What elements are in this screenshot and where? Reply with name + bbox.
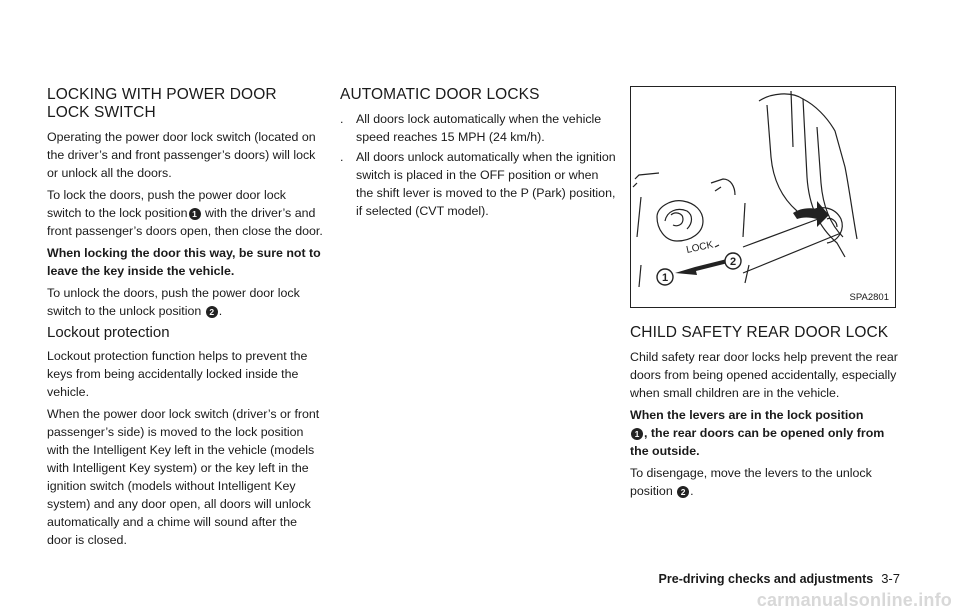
- subheading-lockout-protection: Lockout protection: [47, 324, 170, 341]
- door-lever-drawing-icon: [631, 87, 895, 307]
- list-item: [340, 148, 618, 220]
- section-heading-power-door-lock: LOCKING WITH POWER DOOR LOCK SWITCH: [47, 86, 277, 121]
- paragraph: [47, 284, 323, 320]
- marker-1-icon: 1: [189, 208, 201, 220]
- bullet-icon: .: [340, 112, 344, 126]
- list-item: [340, 110, 618, 146]
- paragraph: Operating the power door lock switch (located on the driver’s and front passenger’s doors) will lock or unlock all the doors.: [47, 130, 316, 180]
- figure-marker-1: 1: [661, 272, 669, 284]
- paragraph-text: When the levers are in the lock position: [630, 408, 864, 422]
- figure-lock-label: LOCK: [685, 239, 715, 256]
- paragraph: [630, 464, 898, 500]
- warning-paragraph: When locking the door this way, be sure not to leave the key inside the vehicle.: [47, 246, 321, 278]
- paragraph-text: To lock the doors, push the power door lock switch to the lock position: [47, 188, 286, 220]
- paragraph-text: To unlock the doors, push the power door lock switch to the unlock position: [47, 286, 300, 318]
- section-heading-automatic-door-locks: AUTOMATIC DOOR LOCKS: [340, 86, 540, 103]
- paragraph-bold: [630, 406, 898, 460]
- watermark: carmanualsonline.info: [756, 590, 952, 610]
- paragraph-text: .: [690, 484, 694, 498]
- page-footer: [620, 571, 900, 586]
- marker-1-icon: 1: [631, 428, 643, 440]
- paragraph: Lockout protection function helps to prevent the keys from being accidentally locked inside the vehicle.: [47, 349, 308, 399]
- figure-marker-2: 2: [729, 256, 737, 268]
- figure-code: SPA2801: [849, 292, 889, 303]
- paragraph-text: with the driver’s and front passenger’s doors open, then close the door.: [47, 206, 323, 238]
- page-number: 3-7: [881, 571, 900, 586]
- list-item-text: All doors lock automatically when the vehicle speed reaches 15 MPH (24 km/h).: [356, 112, 602, 144]
- column-middle: [340, 86, 618, 222]
- marker-2-icon: 2: [677, 486, 689, 498]
- column-left: [47, 86, 323, 553]
- paragraph: [47, 186, 323, 240]
- bullet-list: [340, 110, 618, 220]
- paragraph: When the power door lock switch (driver’s or front passenger’s side) is moved to the lock position with the Intelligent Key left in the vehicle (models with Intelligent Key system) or the key left in the ignition switch (models without Intelligent Key system) and any door open, all doors will unlock automatically and a chime will sound after the door is closed.: [47, 407, 320, 547]
- section-heading-child-safety: CHILD SAFETY REAR DOOR LOCK: [630, 324, 889, 341]
- marker-2-icon: 2: [206, 306, 218, 318]
- column-right: [630, 86, 898, 504]
- child-lock-illustration: [630, 86, 896, 308]
- bullet-icon: .: [340, 150, 344, 164]
- list-item-text: All doors unlock automatically when the ignition switch is placed in the OFF position or when the shift lever is moved to the P (Park) position, if selected (CVT model).: [356, 150, 616, 218]
- paragraph: Child safety rear door locks help prevent the rear doors from being opened accidentally, especially when small children are in the vehicle.: [630, 350, 898, 400]
- paragraph-text: .: [218, 304, 223, 318]
- paragraph-text: , the rear doors can be opened only from the outside.: [630, 426, 885, 458]
- footer-section-title: Pre-driving checks and adjustments: [658, 572, 874, 586]
- paragraph-text: To disengage, move the levers to the unlock position: [630, 466, 872, 498]
